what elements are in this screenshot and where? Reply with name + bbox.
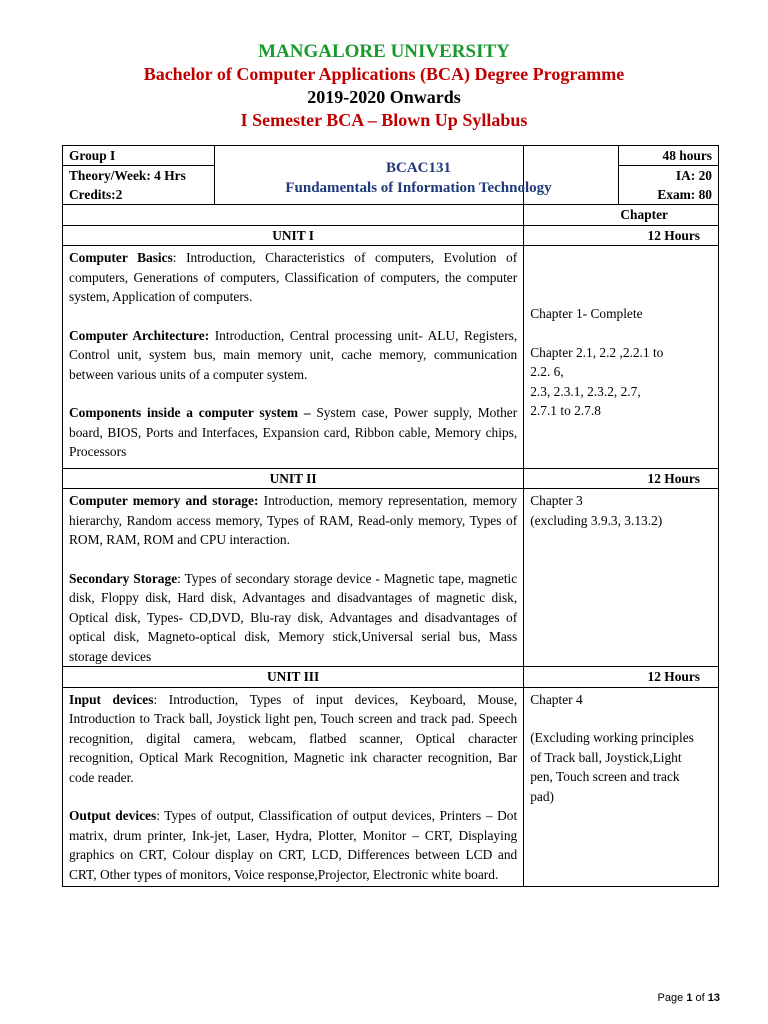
- course-meta-cell: [63, 146, 552, 205]
- unit-1-topic-1: Computer Basics: Introduction, Characteristics of computers, Evolution of computers, Generations of computers, Classification of computers, the computer system, Application of computers.: [69, 250, 518, 304]
- unit-3-topic-1: Input devices: Introduction, Types of input devices, Keyboard, Mouse, Introduction to Track ball, Joystick light pen, Touch screen and track pad. Speech recognition, digital camera, webcam, flatbed scanner, Optical character recognition, Optical Mark Recognition, Magnetic ink character recognition, Bar code reader.: [69, 691, 518, 785]
- unit-1-topic-3: Components inside a computer system – System case, Power supply, Mother board, BIOS, Ports and Interfaces, Expansion card, Ribbon cable, Memory chips, Processors: [69, 405, 518, 459]
- course-info-row: [63, 146, 719, 205]
- chapter-header-row: [63, 205, 719, 226]
- unit-3-topic-2: Output devices: Types of output, Classification of output devices, Printers – Dot matrix, drum printer, Ink-jet, Laser, Hydra, Plotter, Monitor – CRT, Displaying graphics on CRT, Colour display on CRT, LCD, Differences between LCD and CRT, Other types of monitors, Voice response,Projector, Electronic white board.: [69, 808, 518, 882]
- theory-hours: Theory/Week: 4 Hrs: [63, 166, 215, 186]
- university-name: MANGALORE UNIVERSITY: [258, 41, 510, 62]
- academic-year: 2019-2020 Onwards: [307, 87, 461, 107]
- unit-1-chapter-line: Chapter 1- Complete: [530, 306, 643, 321]
- ia-marks: IA: 20: [675, 168, 712, 183]
- page-total: 13: [707, 992, 720, 1004]
- chapter-header: Chapter: [524, 205, 719, 226]
- page-footer: [658, 992, 720, 1004]
- unit-1-chapter-line: 2.3, 2.3.1, 2.3.2, 2.7,: [530, 383, 641, 399]
- semester-title: I Semester BCA – Blown Up Syllabus: [240, 110, 528, 130]
- unit-1-topic-2: Computer Architecture: Introduction, Central processing unit- ALU, Registers, Control unit, system bus, main memory unit, cache memory, communication between various units of a computer system.: [69, 327, 518, 382]
- unit-3-title-row: [63, 667, 719, 688]
- unit-1-hours: 12 Hours: [524, 225, 719, 246]
- unit-2-chapters: [524, 489, 719, 667]
- unit-2-topic-2: Secondary Storage: Types of secondary storage device - Magnetic tape, magnetic disk, Floppy disk, Hard disk, Advantages and disadvantages of magnetic disk, Optical disk, Types- CD,DVD, Blu-ray disk, Advantages and disadvantages of optical disk, Magneto-optical disk, Memory stick,Universal serial bus, Mass storage devices: [69, 570, 518, 664]
- unit-1-chapters: [524, 246, 719, 469]
- unit-2-chapter-line: (excluding 3.9.3, 3.13.2): [530, 512, 663, 528]
- unit-3-chapters: [524, 687, 719, 887]
- page-word: Page: [657, 992, 684, 1004]
- course-meta-table: [63, 146, 215, 204]
- unit-2-topic-1: Computer memory and storage: Introduction, memory representation, memory hierarchy, Random access memory, Types of RAM, Read-only memory, Types of ROM, RAM, ROM and CPU interaction.: [69, 493, 518, 547]
- of-word: of: [695, 992, 705, 1004]
- course-title-block: [215, 158, 623, 198]
- unit-1-content-row: [63, 246, 719, 469]
- unit-1-chapter-line: 2.2. 6,: [530, 364, 564, 379]
- document-header: [0, 40, 768, 132]
- credits: Credits:2: [63, 185, 215, 204]
- unit-2-title: UNIT II: [63, 468, 524, 489]
- total-hours: 48 hours: [619, 146, 718, 166]
- unit-1-chapter-line: Chapter 2.1, 2.2 ,2.2.1 to: [530, 344, 664, 360]
- course-title: Fundamentals of Information Technology: [285, 179, 552, 196]
- unit-3-chapter-line: (Excluding working principles of Track ball, Joystick,Light pen, Touch screen and track pad): [530, 730, 694, 804]
- exam-marks: Exam: 80: [657, 187, 712, 202]
- unit-2-hours: 12 Hours: [524, 468, 719, 489]
- programme-name: Bachelor of Computer Applications (BCA) Degree Programme: [143, 64, 625, 84]
- unit-3-hours: 12 Hours: [524, 667, 719, 688]
- course-hours-cell: [619, 146, 719, 205]
- unit-3-content-row: [63, 687, 719, 887]
- course-code: BCAC131: [385, 159, 451, 176]
- unit-3-title: UNIT III: [63, 667, 524, 688]
- unit-3-topics: [63, 687, 524, 887]
- unit-2-title-row: [63, 468, 719, 489]
- unit-1-title: UNIT I: [63, 225, 524, 246]
- unit-1-topics: [63, 246, 524, 469]
- unit-2-content-row: [63, 489, 719, 667]
- syllabus-table: [62, 145, 719, 887]
- group-label: Group I: [63, 146, 215, 166]
- unit-3-chapter-line: Chapter 4: [530, 691, 583, 707]
- unit-2-chapter-line: Chapter 3: [530, 493, 583, 508]
- unit-2-topics: [63, 489, 524, 667]
- unit-1-chapter-line: 2.7.1 to 2.7.8: [530, 403, 601, 418]
- page-number: 1: [686, 992, 693, 1004]
- unit-1-title-row: [63, 225, 719, 246]
